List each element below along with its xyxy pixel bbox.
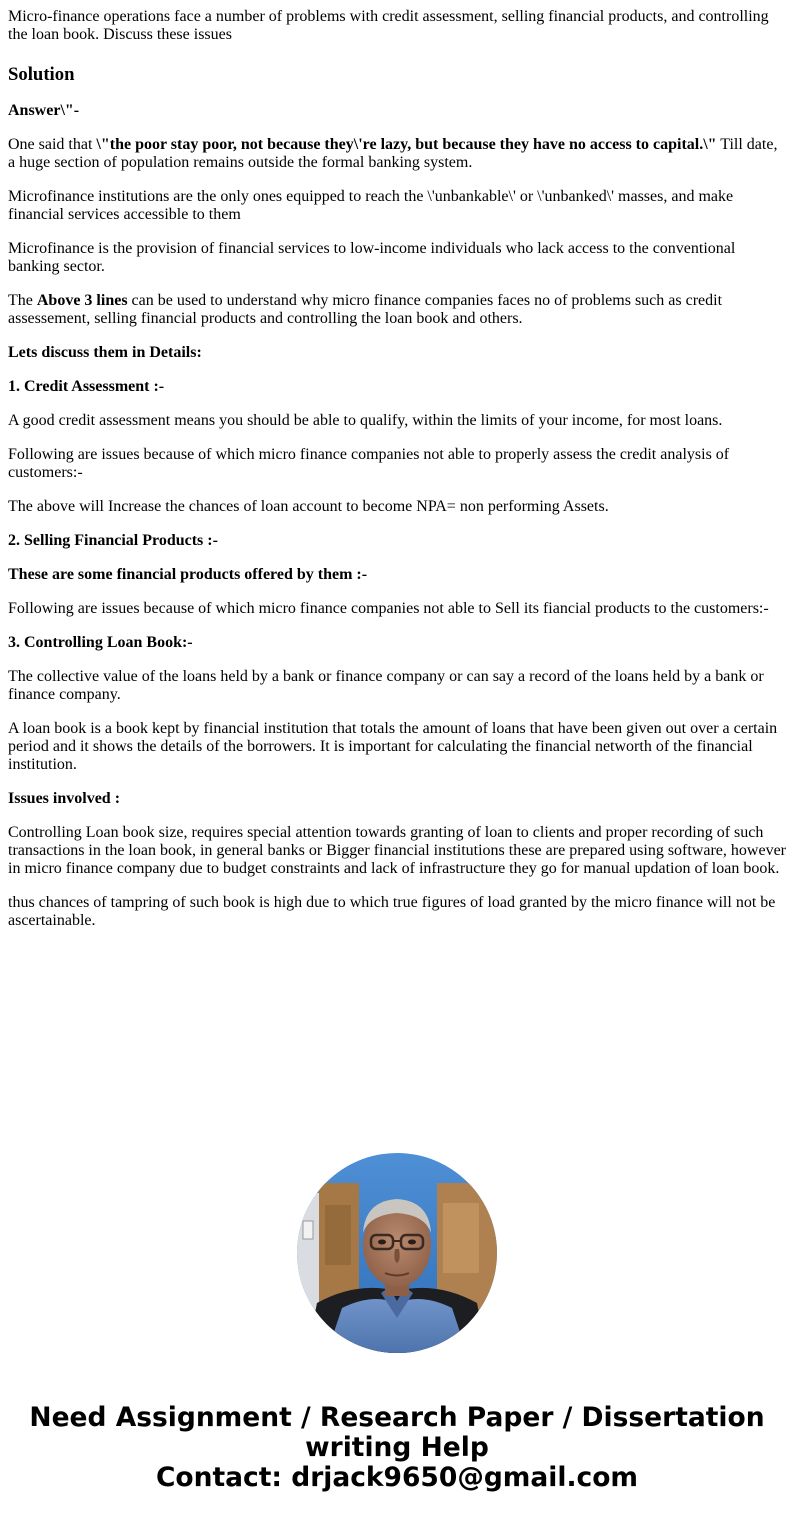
quote-text: \"the poor stay poor, not because they\'re lazy, but because they have no access to capital.\"	[96, 136, 717, 153]
credit-definition: A good credit assessment means you should be able to qualify, within the limits of your income, for most loans.	[8, 412, 723, 429]
section-heading-selling: 2. Selling Financial Products :-	[8, 532, 218, 549]
loan-book-value: The collective value of the loans held by a bank or finance company or can say a record of the loans held by a bank or finance company.	[8, 668, 764, 703]
footer-line-2: writing Help	[305, 1432, 489, 1463]
credit-npa-note: The above will Increase the chances of loan account to become NPA= non performing Assets.	[8, 498, 609, 515]
answer-label: Answer\"-	[8, 102, 80, 119]
selling-issues-intro: Following are issues because of which micro finance companies not able to Sell its fiancial products to the customers:-	[8, 600, 769, 617]
selling-products-subheading: These are some financial products offered by them :-	[8, 566, 368, 583]
solution-heading: Solution	[8, 64, 75, 85]
author-avatar	[297, 1153, 497, 1353]
loan-book-definition: A loan book is a book kept by financial institution that totals the amount of loans that have been given out over a certain period and it shows the details of the borrowers. It is important for calculating the financial networth of the financial institution.	[8, 720, 778, 773]
footer-line-1: Need Assignment / Research Paper / Dissertation	[29, 1402, 765, 1433]
question-text: Micro-finance operations face a number of problems with credit assessment, selling financial products, and controlling the loan book. Discuss these issues	[8, 8, 769, 43]
quote-paragraph: One said that \"the poor stay poor, not because they\'re lazy, but because they have no access to capital.\" Till date, a huge section of population remains outside the formal banking system.	[8, 136, 778, 171]
issues-involved-heading: Issues involved :	[8, 790, 121, 807]
above-lines-paragraph: The Above 3 lines can be used to understand why micro finance companies faces no of problems such as credit assessement, selling financial products and controlling the loan book and others.	[8, 292, 723, 327]
footer-contact-email: Contact: drjack9650@gmail.com	[155, 1462, 639, 1493]
author-portrait-image	[297, 1153, 497, 1353]
section-heading-loan-book: 3. Controlling Loan Book:-	[8, 634, 193, 651]
definition-paragraph: Microfinance is the provision of financial services to low-income individuals who lack access to the conventional banking sector.	[8, 240, 736, 275]
section-heading-credit: 1. Credit Assessment :-	[8, 378, 165, 395]
credit-issues-intro: Following are issues because of which micro finance companies not able to properly assess the credit analysis of customers:-	[8, 446, 730, 481]
unbankable-paragraph: Microfinance institutions are the only ones equipped to reach the \'unbankable\' or \'unbanked\' masses, and make financial services accessible to them	[8, 188, 734, 223]
article	[8, 8, 788, 946]
loan-book-tampering: thus chances of tampring of such book is high due to which true figures of load granted by the micro finance will not be ascertainable.	[8, 894, 776, 929]
loan-book-controlling: Controlling Loan book size, requires special attention towards granting of loan to clients and proper recording of such transactions in the loan book, in general banks or Bigger financial institutions these are prepared using software, however in micro finance company due to budget constraints and lack of infrastructure they go for manual updation of loan book.	[8, 824, 786, 877]
details-heading: Lets discuss them in Details:	[8, 344, 202, 361]
contact-footer	[0, 1403, 794, 1493]
